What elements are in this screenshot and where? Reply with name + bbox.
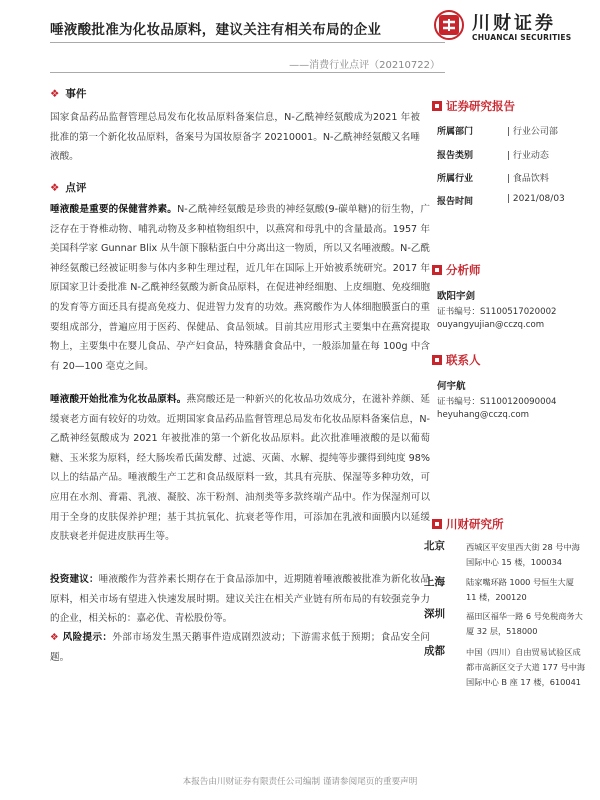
contact-heading-label: 联系人 [446, 353, 481, 367]
title-divider [50, 42, 445, 43]
square-marker-icon [432, 355, 442, 365]
meta-key: 所属部门 [437, 127, 474, 137]
investment-advice-lead: 投资建议： [50, 574, 99, 585]
diamond-bullet-icon: ❖ [50, 88, 60, 100]
square-marker-icon [432, 101, 442, 111]
diamond-bullet-icon: ❖ [50, 182, 60, 194]
event-paragraph: 国家食品药品监督管理总局发布化妆品原料备案信息，N-乙酰神经氨酸成为2021 年被批准的第一个新化妆品原料，备案号为国妆原备字 20210001。N-乙酰神经氨酸又名唾液酸。 [50, 112, 420, 163]
meta-row [437, 124, 577, 148]
square-marker-icon [432, 519, 442, 529]
page-footer: 本报告由川财证券有限责任公司编制 谨请参阅尾页的重要声明 [182, 777, 418, 787]
meta-row [437, 194, 577, 214]
diamond-bullet-icon: ❖ [50, 632, 63, 643]
analyst-heading-label: 分析师 [446, 263, 481, 277]
comment-heading-label: 点评 [65, 182, 87, 194]
meta-key: 报告时间 [437, 197, 474, 207]
report-info-heading [432, 98, 515, 114]
meta-row [437, 171, 577, 194]
office-address: 陆家嘴环路 1000 号恒生大厦 11 楼，200120 [466, 577, 574, 602]
investment-advice-body: 唾液酸作为营养素长期存在于食品添加中，近期随着唾液酸被批准为新化妆品原料，相关市场有望进入快速发展时期。建议关注在相关产业链有所布局的有较强竞争力的企业，相关标的：嘉必优、青松股份等。 [50, 574, 431, 625]
company-name-cn: 川财证券 [472, 13, 556, 34]
paragraph-2-body: 燕窝酸还是一种新兴的化妆品功效成分，在滋补养颜、延缓衰老方面有较好的功效。近期国家食品药品监督管理总局发布化妆品原料备案信息，N-乙酰神经氨酸成为 2021 年被批准的第一个新化妆品原料。此次批准唾液酸的是以葡萄糖、玉米浆为原料，经大肠埃希氏菌发酵、过滤、灭菌、水解、提纯等步骤得到纯度 98%以上的结晶产品。唾液酸生产工艺和食品级原料一致，其具有亮肤、保湿等多种功效，可应用在水剂、膏霜、乳液、凝胶、冻干粉剂、油剂类等多款终端产品中。作为保湿剂可以用于全身的皮肤保养护理；基于其抗氧化、抗衰老等作用，可添加在乳液和面膜内以延缓皮肤衰老并促进皮肤再生等。 [50, 394, 431, 543]
contact-heading [432, 352, 481, 368]
contact-cert: 证书编号：S1100120090004 [437, 397, 557, 407]
analyst-info [437, 290, 587, 332]
contact-name: 何宇航 [437, 381, 466, 392]
office-city: 北京 [424, 540, 445, 552]
institute-heading-label: 川财研究所 [446, 517, 504, 531]
report-info-heading-label: 证券研究报告 [446, 99, 515, 113]
institute-heading [432, 516, 504, 532]
risk-lead [50, 632, 112, 643]
analyst-email[interactable]: ouyangyujian@cczq.com [437, 320, 545, 330]
office-city: 上海 [424, 576, 445, 588]
office-address: 中国（四川）自由贸易试验区成都市高新区交子大道 177 号中海国际中心 B 座 17 楼，610041 [466, 647, 586, 687]
meta-value: | 食品饮料 [507, 174, 549, 184]
company-name-en: CHUANCAI SECURITIES [472, 33, 572, 42]
office-address: 西城区平安里西大街 28 号中海国际中心 15 楼，100034 [466, 542, 580, 567]
analyst-cert: 证书编号：S1100517020002 [437, 307, 557, 317]
report-meta [437, 124, 577, 214]
report-subtitle: ——消费行业点评（20210722） [289, 60, 440, 71]
event-heading-label: 事件 [65, 88, 87, 100]
paragraph-1-body: N-乙酰神经氨酸是珍贵的神经氨酸(9-碳单糖)的衍生物，广泛存在于脊椎动物、哺乳动物及多种植物组织中，以燕窝和母乳中的含量最高。1957 年美国科学家 Gunnar Blix 从牛颌下腺粘蛋白中分离出这一物质，所以又名唾液酸。N-乙酰神经氨酸已经被证明参与体内多种生理过程，近几年在国际上开始被系统研究。2017 年原国家卫计委批准 N-乙酰神经氨酸为新食品原料，在促进神经细胞、上皮细胞、免疫细胞的发育等方面还具有提高免疫力、促进智力发育的功效。燕窝酸作为人体细胞膜蛋白的重要组成部分，普遍应用于医药、保健品、食品领域。目前其应用形式主要集中在燕窝提取物上，主要集中在婴儿食品、孕产妇食品，特殊膳食食品中，一般添加量在每 100g 中含有 20—100 毫克之间。 [50, 204, 430, 372]
investment-advice-paragraph [50, 570, 430, 629]
comment-heading [50, 180, 86, 195]
risk-paragraph [50, 628, 430, 667]
subtitle-divider [50, 72, 445, 73]
square-marker-icon [432, 265, 442, 275]
contact-email[interactable]: heyuhang@cczq.com [437, 410, 529, 420]
meta-row [437, 148, 577, 171]
meta-key: 所属行业 [437, 174, 474, 184]
risk-heading-label: 风险提示： [62, 632, 113, 643]
meta-value: | 行业动态 [507, 151, 549, 161]
event-heading [50, 86, 86, 101]
analyst-name: 欧阳宇剑 [437, 291, 476, 302]
meta-value: | 行业公司部 [507, 127, 558, 137]
office-address: 福田区福华一路 6 号免税商务大厦 32 层，518000 [466, 611, 583, 636]
paragraph-2-lead: 唾液酸开始批准为化妆品原料。 [50, 394, 187, 405]
analyst-heading [432, 262, 481, 278]
contact-info [437, 380, 587, 422]
report-title: 唾液酸批准为化妆品原料，建议关注有相关布局的企业 [50, 22, 382, 38]
office-city: 成都 [424, 645, 445, 657]
office-city: 深圳 [424, 608, 445, 620]
meta-key: 报告类别 [437, 151, 474, 161]
company-logo-icon [434, 10, 464, 40]
risk-body: 外部市场发生黑天鹅事件造成剧烈波动；下游需求低于预期；食品安全问题。 [50, 632, 431, 663]
comment-paragraph-2 [50, 390, 430, 547]
paragraph-1-lead: 唾液酸是重要的保健营养素。 [50, 204, 178, 215]
comment-paragraph-1 [50, 200, 430, 376]
meta-value: | 2021/08/03 [507, 194, 565, 204]
